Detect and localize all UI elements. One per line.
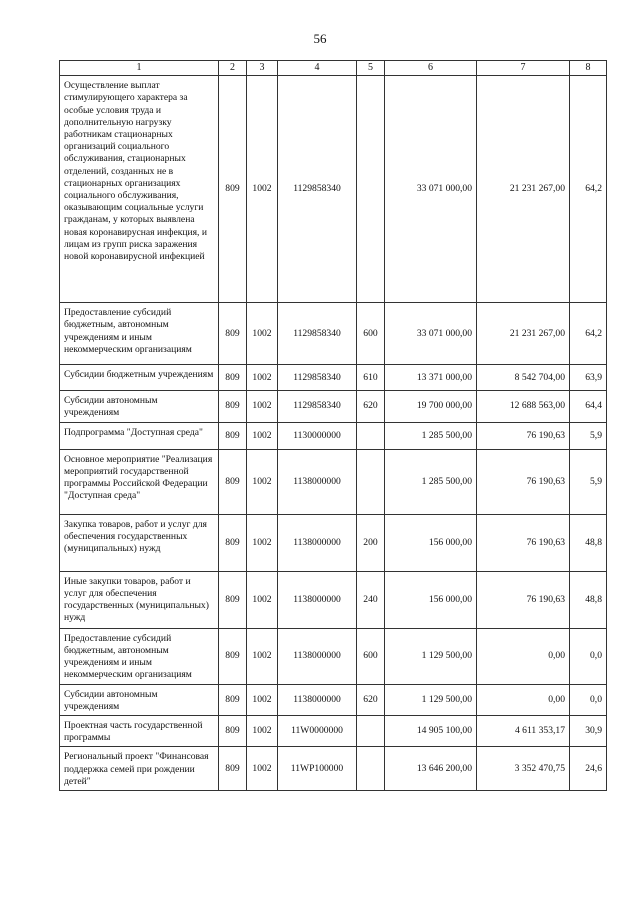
percent-cell: 5,9	[570, 422, 607, 449]
ministry-code-cell: 809	[219, 716, 247, 747]
section-code-cell: 1002	[247, 303, 278, 365]
row-name-cell: Закупка товаров, работ и услуг для обеспечения государственных (муниципальных) нужд	[60, 514, 219, 571]
fact-amount-cell: 76 190,63	[477, 571, 570, 628]
plan-amount-cell: 1 285 500,00	[385, 422, 477, 449]
table-row	[60, 628, 607, 684]
fact-amount-cell: 21 231 267,00	[477, 76, 570, 303]
table-row	[60, 449, 607, 514]
percent-cell: 64,2	[570, 76, 607, 303]
target-code-cell: 1138000000	[278, 514, 357, 571]
expense-type-cell	[357, 449, 385, 514]
expense-type-cell: 600	[357, 628, 385, 684]
target-code-cell: 1138000000	[278, 571, 357, 628]
plan-amount-cell: 13 646 200,00	[385, 747, 477, 791]
row-name-cell: Субсидии автономным учреждениям	[60, 391, 219, 422]
fact-amount-cell: 76 190,63	[477, 422, 570, 449]
plan-amount-cell: 1 129 500,00	[385, 684, 477, 715]
plan-amount-cell: 19 700 000,00	[385, 391, 477, 422]
table-row	[60, 76, 607, 303]
percent-cell: 30,9	[570, 716, 607, 747]
row-name-cell: Иные закупки товаров, работ и услуг для обеспечения государственных (муниципальных) нужд	[60, 571, 219, 628]
percent-cell: 63,9	[570, 365, 607, 391]
fact-amount-cell: 3 352 470,75	[477, 747, 570, 791]
fact-amount-cell: 0,00	[477, 684, 570, 715]
row-name-cell: Основное мероприятие "Реализация мероприятий государственной программы Российской Федерации "Доступная среда"	[60, 449, 219, 514]
table-row	[60, 747, 607, 791]
column-header: 4	[278, 61, 357, 76]
fact-amount-cell: 8 542 704,00	[477, 365, 570, 391]
ministry-code-cell: 809	[219, 303, 247, 365]
table-row	[60, 571, 607, 628]
target-code-cell: 1130000000	[278, 422, 357, 449]
target-code-cell: 11WP100000	[278, 747, 357, 791]
plan-amount-cell: 33 071 000,00	[385, 303, 477, 365]
section-code-cell: 1002	[247, 747, 278, 791]
plan-amount-cell: 14 905 100,00	[385, 716, 477, 747]
ministry-code-cell: 809	[219, 449, 247, 514]
percent-cell: 24,6	[570, 747, 607, 791]
percent-cell: 64,2	[570, 303, 607, 365]
section-code-cell: 1002	[247, 449, 278, 514]
target-code-cell: 1129858340	[278, 365, 357, 391]
percent-cell: 48,8	[570, 514, 607, 571]
expense-type-cell: 600	[357, 303, 385, 365]
ministry-code-cell: 809	[219, 514, 247, 571]
row-name-cell: Субсидии автономным учреждениям	[60, 684, 219, 715]
table-row	[60, 716, 607, 747]
percent-cell: 5,9	[570, 449, 607, 514]
fact-amount-cell: 12 688 563,00	[477, 391, 570, 422]
row-name-cell: Предоставление субсидий бюджетным, автономным учреждениям и иным некоммерческим организациям	[60, 303, 219, 365]
plan-amount-cell: 156 000,00	[385, 514, 477, 571]
section-code-cell: 1002	[247, 571, 278, 628]
section-code-cell: 1002	[247, 391, 278, 422]
target-code-cell: 1138000000	[278, 684, 357, 715]
row-name-cell: Региональный проект "Финансовая поддержка семей при рождении детей"	[60, 747, 219, 791]
column-header: 5	[357, 61, 385, 76]
ministry-code-cell: 809	[219, 76, 247, 303]
table-body	[60, 76, 607, 791]
budget-table	[59, 60, 607, 791]
ministry-code-cell: 809	[219, 365, 247, 391]
fact-amount-cell: 0,00	[477, 628, 570, 684]
expense-type-cell: 620	[357, 391, 385, 422]
fact-amount-cell: 21 231 267,00	[477, 303, 570, 365]
column-header: 8	[570, 61, 607, 76]
row-name-cell: Предоставление субсидий бюджетным, автономным учреждениям и иным некоммерческим организациям	[60, 628, 219, 684]
table-row	[60, 684, 607, 715]
table-row	[60, 422, 607, 449]
column-header: 3	[247, 61, 278, 76]
percent-cell: 48,8	[570, 571, 607, 628]
section-code-cell: 1002	[247, 684, 278, 715]
expense-type-cell: 200	[357, 514, 385, 571]
target-code-cell: 1129858340	[278, 76, 357, 303]
section-code-cell: 1002	[247, 422, 278, 449]
ministry-code-cell: 809	[219, 422, 247, 449]
table-row	[60, 514, 607, 571]
target-code-cell: 1138000000	[278, 628, 357, 684]
ministry-code-cell: 809	[219, 391, 247, 422]
ministry-code-cell: 809	[219, 684, 247, 715]
plan-amount-cell: 1 129 500,00	[385, 628, 477, 684]
fact-amount-cell: 76 190,63	[477, 514, 570, 571]
row-name-cell: Подпрограмма "Доступная среда"	[60, 422, 219, 449]
ministry-code-cell: 809	[219, 747, 247, 791]
column-header: 1	[60, 61, 219, 76]
page-number: 56	[313, 31, 327, 46]
percent-cell: 64,4	[570, 391, 607, 422]
plan-amount-cell: 13 371 000,00	[385, 365, 477, 391]
expense-type-cell	[357, 76, 385, 303]
fact-amount-cell: 4 611 353,17	[477, 716, 570, 747]
percent-cell: 0,0	[570, 684, 607, 715]
target-code-cell: 1129858340	[278, 391, 357, 422]
ministry-code-cell: 809	[219, 571, 247, 628]
column-header: 7	[477, 61, 570, 76]
section-code-cell: 1002	[247, 716, 278, 747]
target-code-cell: 1129858340	[278, 303, 357, 365]
target-code-cell: 1138000000	[278, 449, 357, 514]
plan-amount-cell: 33 071 000,00	[385, 76, 477, 303]
row-name-cell: Осуществление выплат стимулирующего характера за особые условия труда и дополнительную нагрузку работникам стационарных организаций социального обслуживания, стационарных отделений, созданных не в стационарных организациях социального обслуживания, оказывающим социальные услуги гражданам, у которых выявлена новая коронавирусная инфекция, и лицам из групп риска заражения новой коронавирусной инфекцией	[60, 76, 219, 303]
target-code-cell: 11W0000000	[278, 716, 357, 747]
plan-amount-cell: 1 285 500,00	[385, 449, 477, 514]
table-row	[60, 303, 607, 365]
expense-type-cell: 610	[357, 365, 385, 391]
section-code-cell: 1002	[247, 365, 278, 391]
row-name-cell: Субсидии бюджетным учреждениям	[60, 365, 219, 391]
ministry-code-cell: 809	[219, 628, 247, 684]
fact-amount-cell: 76 190,63	[477, 449, 570, 514]
expense-type-cell: 620	[357, 684, 385, 715]
percent-cell: 0,0	[570, 628, 607, 684]
section-code-cell: 1002	[247, 76, 278, 303]
table-row	[60, 365, 607, 391]
table-row	[60, 391, 607, 422]
expense-type-cell: 240	[357, 571, 385, 628]
section-code-cell: 1002	[247, 628, 278, 684]
expense-type-cell	[357, 716, 385, 747]
column-header: 2	[219, 61, 247, 76]
table-header-row	[60, 61, 607, 76]
plan-amount-cell: 156 000,00	[385, 571, 477, 628]
expense-type-cell	[357, 747, 385, 791]
section-code-cell: 1002	[247, 514, 278, 571]
expense-type-cell	[357, 422, 385, 449]
column-header: 6	[385, 61, 477, 76]
row-name-cell: Проектная часть государственной программы	[60, 716, 219, 747]
